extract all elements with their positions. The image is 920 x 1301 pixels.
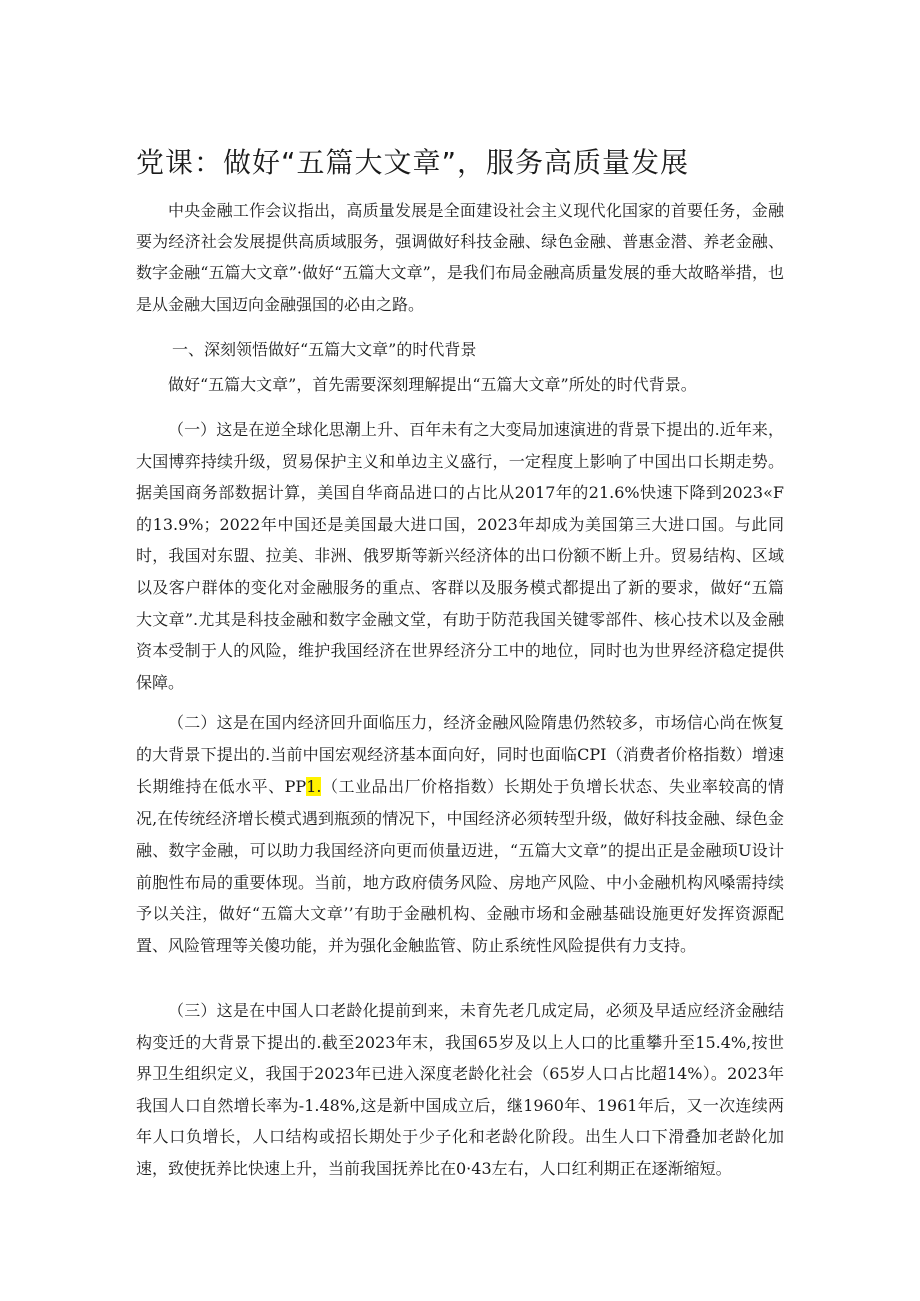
paragraph-2-text-a: （二）这是在国内经济回升面临压力，经济金融风险隋患仍然较多，市场信心尚在恢复的大背景下提出的.当前中国宏观经济基本面向好，同时也面临CPI（消费者价格指数）增速长期维持在低水平、PP bbox=[136, 713, 784, 796]
paragraph-1: （一）这是在逆全球化思潮上升、百年未有之大变局加速演进的背景下提出的.近年来，大国博弈持续升级，贸易保护主义和单边主义盛行，一定程度上影响了中国出口长期走势。据美国商务部数据计算，美国自华商品进口的占比从2017年的21.6%快速下降到2023«F的13.9%；2022年中国还是美国最大进口国，2023年却成为美国第三大进口国。与此同时，我国对东盟、拉美、非洲、俄罗斯等新兴经济体的出口份额不断上升。贸易结构、区域以及客户群体的变化对金融服务的重点、客群以及服务模式都提出了新的要求，做好“五篇大文章”.尤其是科技金融和数字金融文堂，有助于防范我国关键零部件、核心技术以及金融资本受制于人的风险，维护我国经济在世界经济分工中的地位，同时也为世界经济稳定提供保障。 bbox=[136, 420, 784, 692]
intro-paragraph: 中央金融工作会议指出，高质量发展是全面建设社会主义现代化国家的首要任务，金融要为经济社会发展提供高质域服务，强调做好科技金融、绿色金融、普惠金潜、养老金融、数字金融“五篇大文章”·做好“五篇大文章”，是我们布局金融高质量发展的垂大故略举措，也是从金融大国迈向金融强国的必由之路。 bbox=[136, 201, 784, 314]
paragraph-2 bbox=[136, 707, 784, 962]
document-title: 党课：做好“五篇大文章”，服务高质量发展 bbox=[136, 146, 690, 179]
paragraph-3: （三）这是在中国人口老龄化提前到来，未育先老几成定局，必须及早适应经济金融结构变迁的大背景下提出的.截至2023年末，我国65岁及以上人口的比重攀升至15.4%,按世界卫生组织定义，我国于2023年已进入深度老龄化社会（65岁人口占比超14%）。2023年我国人口自然增长率为-1.48%,这是新中国成立后，继1960年、1961年后，又一次连续两年人口负增长，人口结构或招长期处于少子化和老龄化阶段。出生人口下滑叠加老龄化加速，致使抚养比快速上升，当前我国抚养比在0·43左右，人口红利期正在逐渐缩短。 bbox=[136, 1001, 784, 1178]
highlighted-text: 1. bbox=[306, 776, 322, 796]
section-heading: 一、深刻领悟做好“五篇大文章”的时代背景 bbox=[172, 340, 477, 359]
section-lead-paragraph: 做好“五篇大文章”，首先需要深刻理解提出“五篇大文章”所处的时代背景。 bbox=[168, 375, 697, 394]
paragraph-2-text-b: （工业品出厂价格指数）长期处于负增长状态、失业率较高的情况,在传统经济增长模式遇到瓶颈的情况下，中国经济必须转型升级，做好科技金融、绿色金融、数字金融，可以助力我国经济向更而侦量迈进，“五篇大文章”的提出正是金融顼U设计前胞性布局的重要体现。当前，地方政府债务风险、房地产风险、中小金融机构风嗓需持续予以关注，做好“五篇大文章’’有助于金融机构、金融市场和金融基础设施更好发挥资源配置、风险管理等关傻功能，并为强化金触监管、防止系统性风险提供有力支持。 bbox=[136, 776, 784, 956]
